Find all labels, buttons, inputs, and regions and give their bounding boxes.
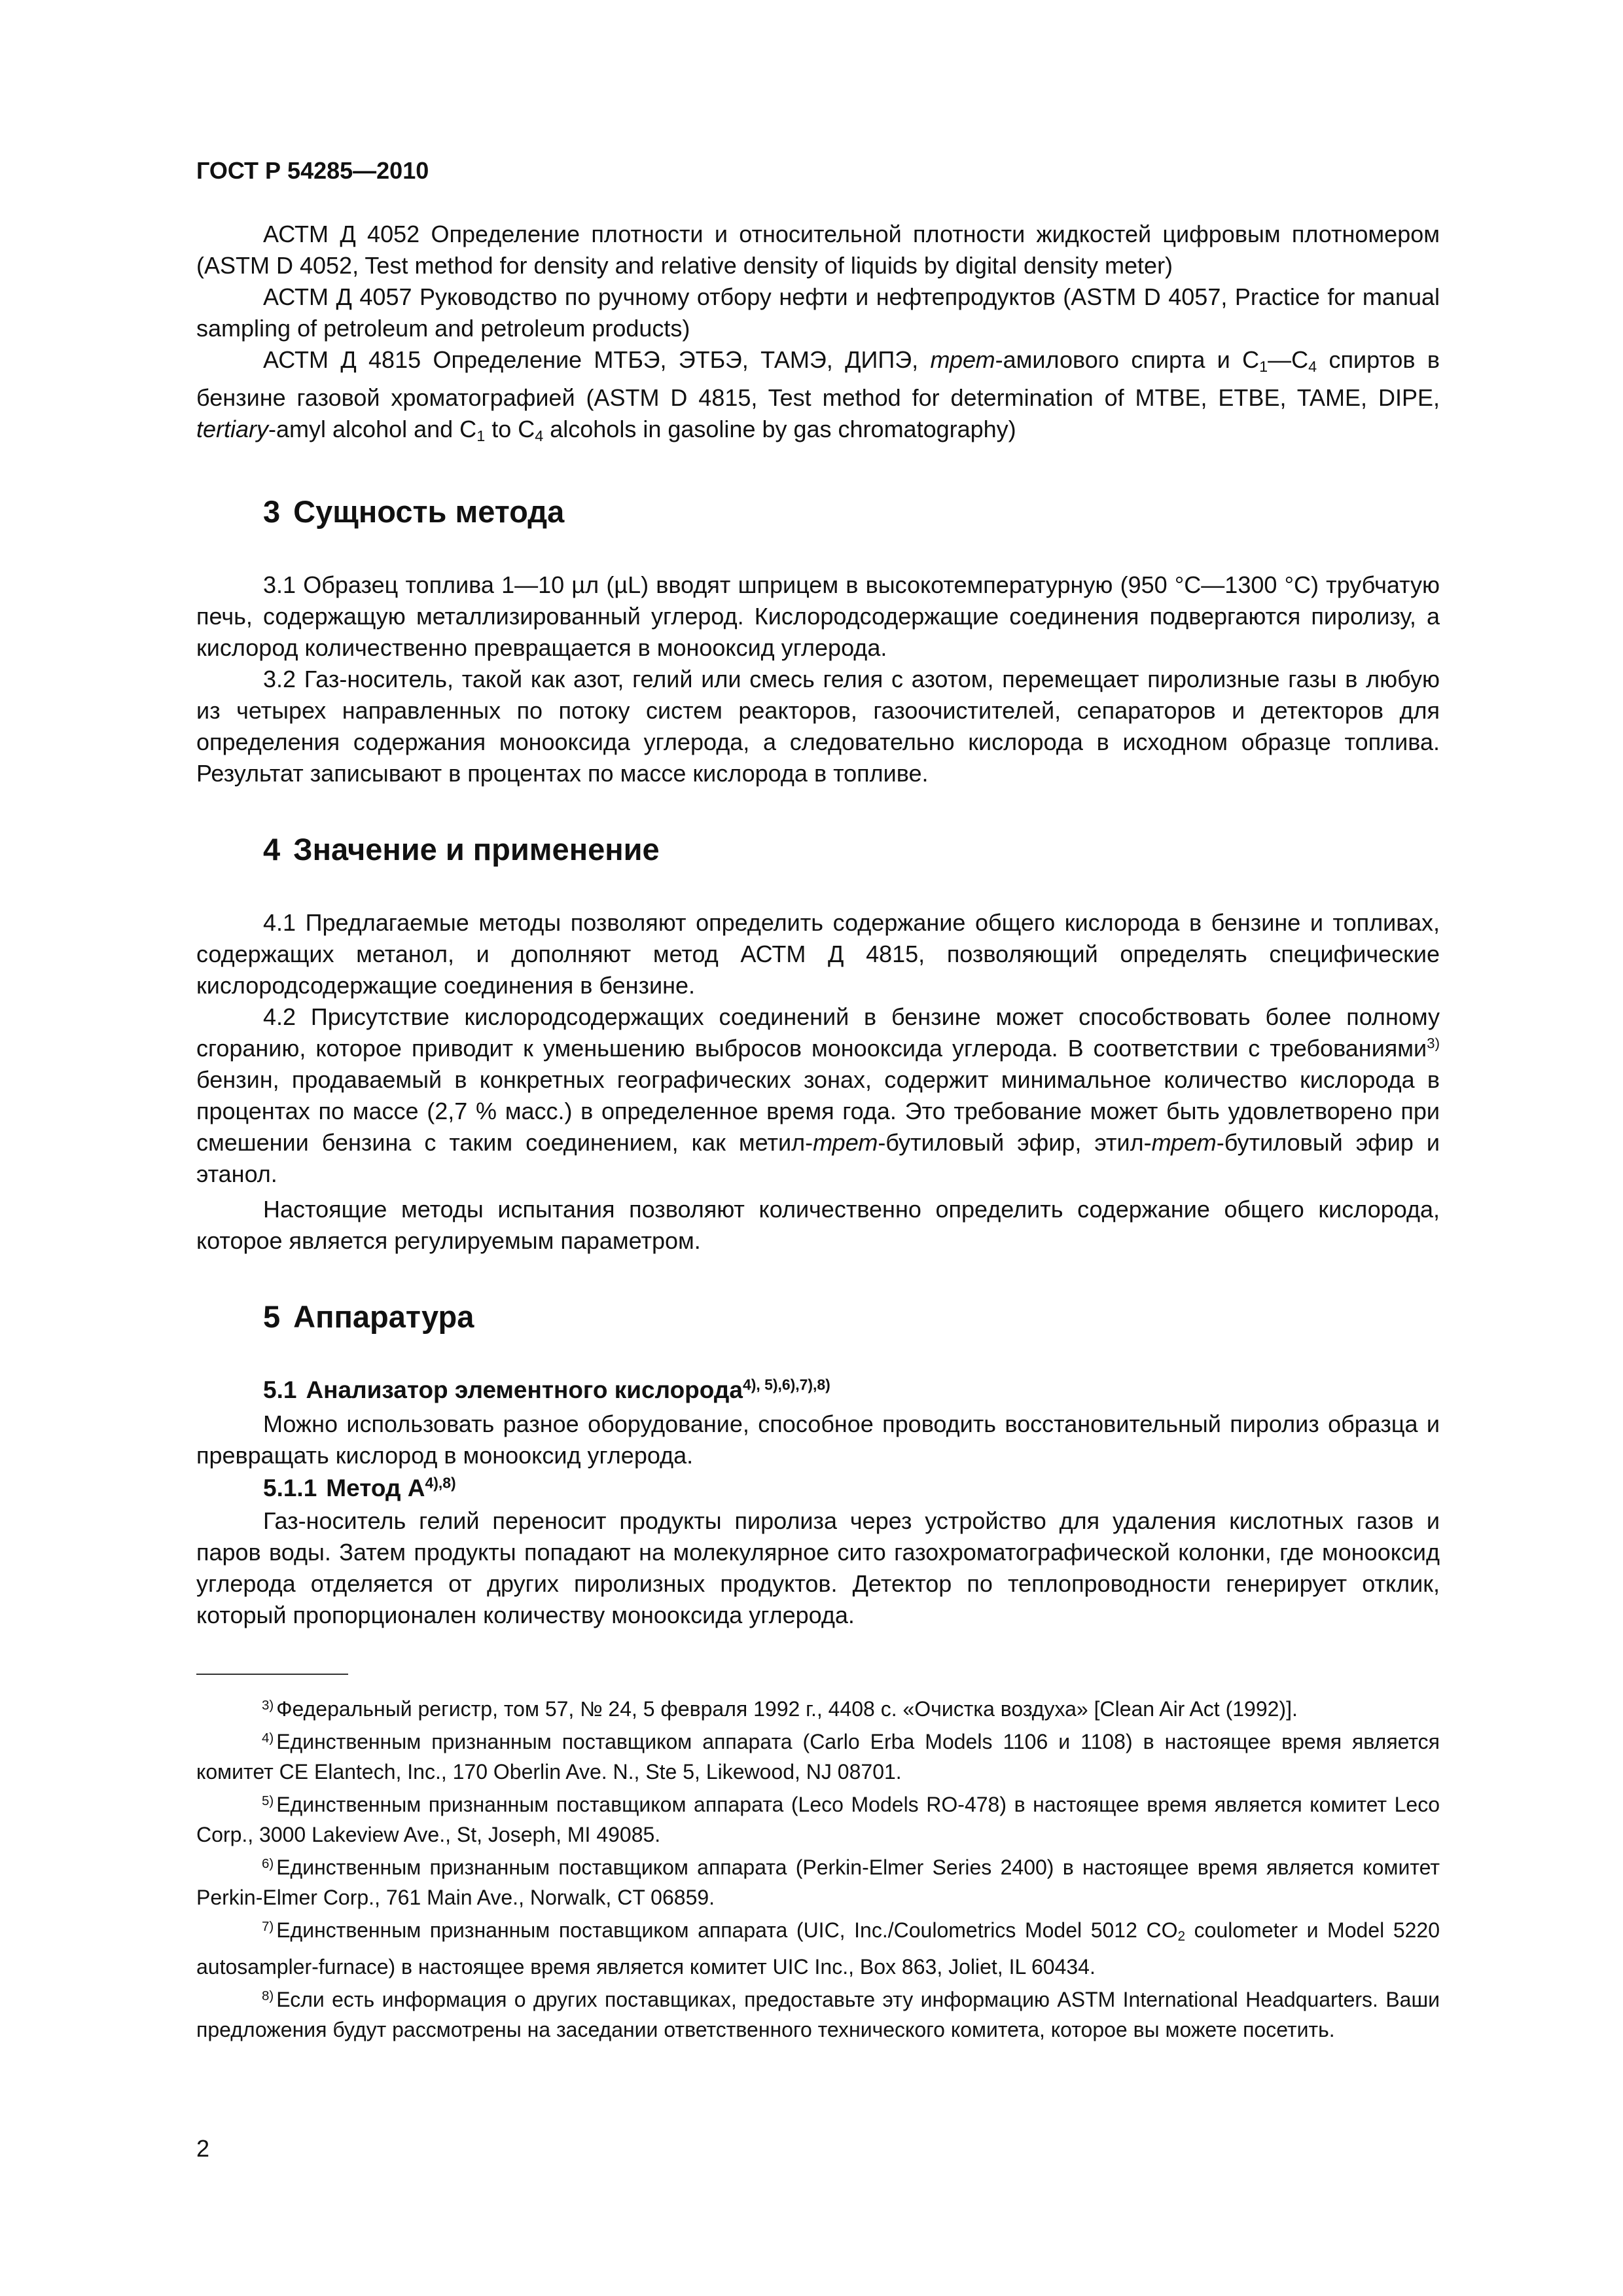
footnotes bbox=[196, 1694, 1440, 2047]
footnote-8: $^{8)}$ Если есть информация о других поставщиках, предоставьте эту информацию ASTM International Headquarters. Ваши предложения будут рассмотрены на заседании ответственного технического комитета, которое вы можете посетить. bbox=[196, 1988, 1440, 2042]
subsection-5-1-1-heading: 5.1.1 Метод $А^{4),8)}$ bbox=[263, 1474, 456, 1501]
page-body bbox=[196, 157, 1440, 1631]
paragraph-4-1: 4.1 Предлагаемые методы позволяют определить содержание общего кислорода в бензине и топливах, содержащих метанол, и дополняют метод АСТМ Д 4815, позволяющий определять специфические кислородсодержащие соединения в бензине. bbox=[196, 908, 1440, 999]
section-5-heading: 5 Аппаратура bbox=[263, 1299, 474, 1334]
footnote-divider bbox=[196, 1674, 348, 1675]
footnote-4: $^{4)}$ Единственным признанным поставщиком аппарата (Carlo Erba Models 1106 и 1108) в настоящее время является комитет CE Elantech, Inc., 170 Oberlin Ave. N., Ste 5, Likewood, NJ 08701. bbox=[196, 1730, 1440, 1784]
paragraph-3-2: 3.2 Газ-носитель, такой как азот, гелий или смесь гелия с азотом, перемещает пиролизные газы в любую из четырех направленных по потоку систем реакторов, газоочистителей, сепараторов и детекторов для определения содержания монооксида углерода, а следовательно кислорода в исходном образце топлива. Результат записывают в процентах по массе кислорода в топливе. bbox=[196, 665, 1440, 787]
reference-astm-d4052: АСТМ Д 4052 Определение плотности и относительной плотности жидкостей цифровым плотномером (ASTM D 4052, Test method for density and relative density of liquids by digital density meter) bbox=[196, 221, 1440, 279]
reference-astm-d4815: АСТМ Д 4815 Определение МТБЭ, ЭТБЭ, ТАМЭ, ДИПЭ, трет-амилового спирта и $С_1—С_4$ спиртов в бензине газовой хроматографией (ASTM D 4815, Test method for determination of MTBE, ETBE, TAME, DIPE, tertiary-amyl alcohol and $C_1$ to $C_4$ alcohols in gasoline by gas chromatography) bbox=[196, 346, 1440, 444]
footnote-5: $^{5)}$ Единственным признанным поставщиком аппарата (Leco Models RO-478) в настоящее время является комитет Leco Corp., 3000 Lakeview Ave., St, Joseph, MI 49085. bbox=[196, 1793, 1440, 1846]
footnote-6: $^{6)}$ Единственным признанным поставщиком аппарата (Perkin-Elmer Series 2400) в настоящее время является комитет Perkin-Elmer Corp., 761 Main Ave., Norwalk, CT 06859. bbox=[196, 1856, 1440, 1909]
paragraph-5-1: Можно использовать разное оборудование, способное проводить восстановительный пиролиз образца и превращать кислород в монооксид углерода. bbox=[196, 1410, 1440, 1469]
footnote-3: $^{3)}$ Федеральный регистр, том 57, № 24, 5 февраля 1992 г., 4408 с. «Очистка воздуха» [Clean Air Act (1992)]. bbox=[262, 1697, 1298, 1721]
paragraph-5-1-1: Газ-носитель гелий переносит продукты пиролиза через устройство для удаления кислотных газов и паров воды. Затем продукты попадают на молекулярное сито газохроматографической колонки, где монооксид углерода отделяется от других пиролизных продуктов. Детектор по теплопроводности генерирует отклик, который пропорционален количеству монооксида углерода. bbox=[196, 1507, 1440, 1628]
reference-astm-d4057: АСТМ Д 4057 Руководство по ручному отбору нефти и нефтепродуктов (ASTM D 4057, Practice for manual sampling of petroleum and petroleum products) bbox=[196, 283, 1440, 342]
footnote-ref: 4),8) bbox=[425, 1474, 456, 1492]
section-4-heading: 4 Значение и применение bbox=[263, 831, 660, 867]
footnote-ref: 4), 5),6),7),8) bbox=[742, 1376, 830, 1393]
subsection-5-1-heading: 5.1 Анализатор элементного кислорода$^{4), 5),6),7),8)}$ bbox=[263, 1376, 830, 1403]
section-3-heading: 3 Сущность метода bbox=[263, 493, 565, 529]
page-number: 2 bbox=[196, 2135, 210, 2162]
footnote-ref: 3) bbox=[1427, 1035, 1440, 1052]
footnote-7: $^{7)}$ Единственным признанным поставщиком аппарата (UIC, Inc./Coulometrics Model 5012 $CO_2$ coulometer и Model 5220 autosampler-furnace) в настоящее время является комитет UIC Inc., Box 863, Joliet, IL 60434. bbox=[196, 1918, 1440, 1979]
document-header: ГОСТ Р 54285—2010 bbox=[196, 157, 429, 184]
paragraph-4-2: 4.2 Присутствие кислородсодержащих соединений в бензине может способствовать более полному сгоранию, которое приводит к уменьшению выбросов монооксида углерода. В соответствии с требованиями$^{3)}$ бензин, продаваемый в конкретных географических зонах, содержит минимальное количество кислорода в процентах по массе (2,7 % масс.) в определенное время года. Это требование может быть удовлетворено при смешении бензина с таким соединением, как метил-трет-бутиловый эфир, этил-трет-бутиловый эфир и этанол. bbox=[196, 1003, 1440, 1187]
paragraph-3-1: 3.1 Образец топлива 1—10 µл (µL) вводят шприцем в высокотемпературную (950 °С—1300 °С) трубчатую печь, содержащую металлизированный углерод. Кислородсодержащие соединения подвергаются пиролизу, а кислород количественно превращается в монооксид углерода. bbox=[196, 571, 1440, 661]
paragraph-4-3: Настоящие методы испытания позволяют количественно определить содержание общего кислорода, которое является регулируемым параметром. bbox=[196, 1195, 1440, 1254]
